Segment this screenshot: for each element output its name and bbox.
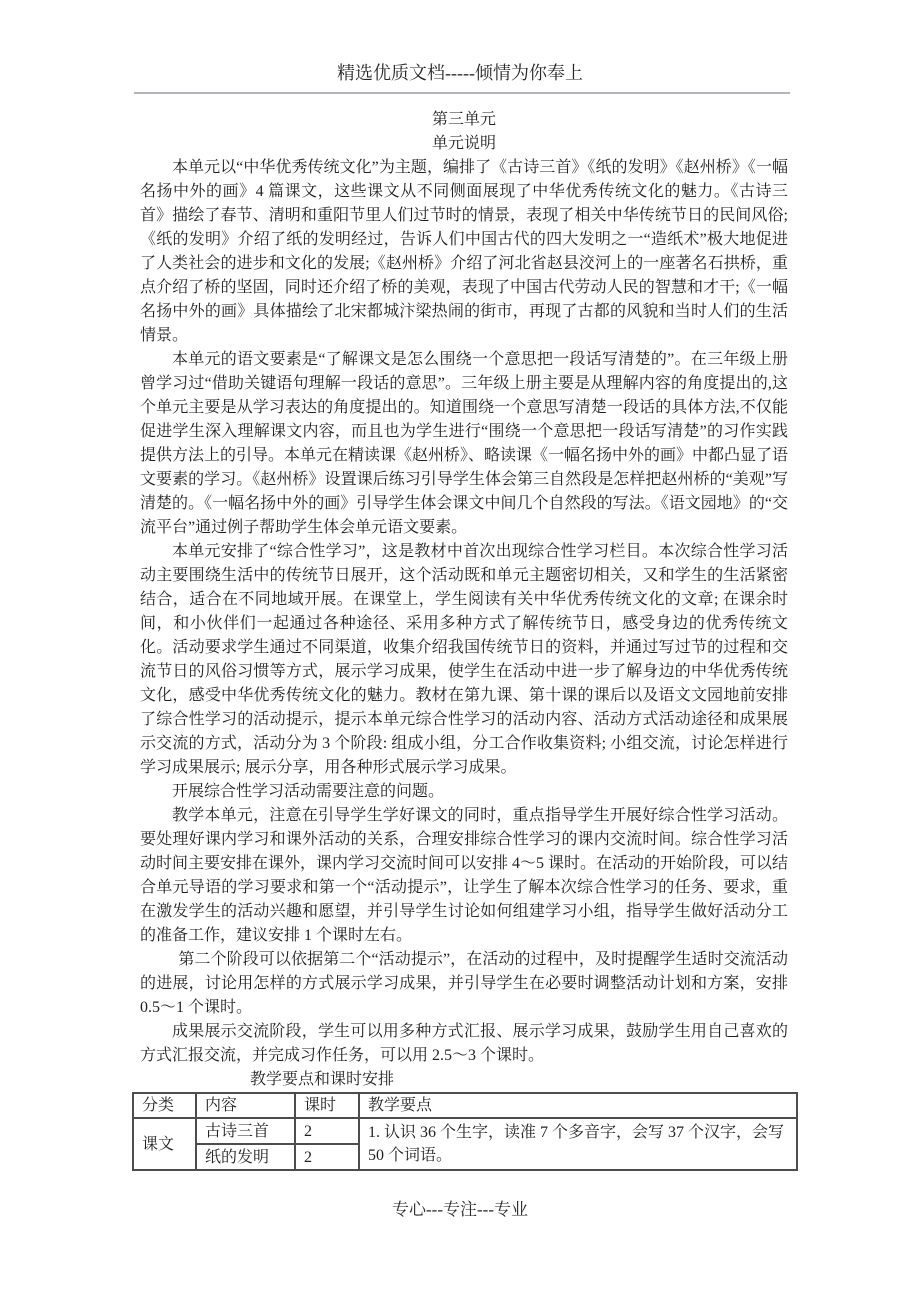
paragraph-1: 本单元以“中华优秀传统文化”为主题，编排了《古诗三首》《纸的发明》《赵州桥》《一幅名扬中外的画》4 篇课文，这些课文从不同侧面展现了中华优秀传统文化的魅力。《古诗三首》描绘了春节、清明和重阳节里人们过节时的情景，表现了相关中华传统节日的民间风俗;《纸的发明》介绍了纸的发明经过，告诉人们中国古代的四大发明之一“造纸术”极大地促进了人类社会的进步和文化的发展;《赵州桥》介绍了河北省赵县洨河上的一座著名石拱桥，重点介绍了桥的坚固，同时还介绍了桥的美观，表现了中国古代劳动人民的智慧和才干;《一幅名扬中外的画》具体描绘了北宋都城汴梁热闹的街市，再现了古都的风貌和当时人们的生活情景。 xyxy=(140,159,788,344)
cell-teaching-points: 1. 认识 36 个生字，读准 7 个多音字，会写 37 个汉字，会写 50 个词语。 xyxy=(359,1118,797,1170)
paragraph-7: 成果展示交流阶段，学生可以用多种方式汇报、展示学习成果，鼓励学生用自己喜欢的方式汇报交流，并完成习作任务，可以用 2.5～3 个课时。 xyxy=(140,1023,788,1064)
col-header-hours: 课时 xyxy=(295,1093,359,1118)
header-rule-divider xyxy=(134,92,790,94)
table-header-row xyxy=(133,1093,797,1118)
table-row xyxy=(133,1118,797,1144)
col-header-category: 分类 xyxy=(133,1093,196,1118)
page-header xyxy=(0,60,920,86)
page-footer xyxy=(0,1198,920,1222)
table-caption: 教学要点和课时安排 xyxy=(250,1071,395,1088)
cell-hours-2: 2 xyxy=(295,1144,359,1170)
paragraph-4: 开展综合性学习活动需要注意的问题。 xyxy=(172,783,445,800)
document-body xyxy=(140,108,788,1171)
header-text: 精选优质文档-----倾情为你奉上 xyxy=(337,63,583,83)
cell-content-2: 纸的发明 xyxy=(196,1144,295,1170)
page-title: 第三单元 xyxy=(431,111,496,128)
paragraph-2: 本单元的语文要素是“了解课文是怎么围绕一个意思把一段话写清楚的”。在三年级上册曾学习过“借助关键语句理解一段话的意思”。三年级上册主要是从理解内容的角度提出的,这个单元主要是从学习表达的角度提出的。知道围绕一个意思写清楚一段话的具体方法,不仅能促进学生深入理解课文内容，而且也为学生进行“围绕一个意思把一段话写清楚”的习作实践提供方法上的引导。本单元在精读课《赵州桥》、略读课《一幅名扬中外的画》中都凸显了语文要素的学习。《赵州桥》设置课后练习引导学生体会第三自然段是怎样把赵州桥的“美观”写清楚的。《一幅名扬中外的画》引导学生体会课文中间几个自然段的写法。《语文园地》的“交流平台”通过例子帮助学生体会单元语文要素。 xyxy=(140,351,789,536)
page-subtitle: 单元说明 xyxy=(431,135,496,152)
cell-category: 课文 xyxy=(133,1118,196,1170)
teaching-schedule-table xyxy=(132,1092,798,1171)
paragraph-6: 第二个阶段可以依据第二个“活动提示”，在活动的过程中，及时提醒学生适时交流活动的进展，讨论用怎样的方式展示学习成果，并引导学生在必要时调整活动计划和方案，安排 0.5～1 个课时。 xyxy=(140,951,788,1016)
cell-content-1: 古诗三首 xyxy=(196,1118,295,1144)
paragraph-5: 教学本单元，注意在引导学生学好课文的同时，重点指导学生开展好综合性学习活动。要处理好课内学习和课外活动的关系，合理安排综合性学习的课内交流时间。综合性学习活动时间主要安排在课外，课内学习交流时间可以安排 4～5 课时。在活动的开始阶段，可以结合单元导语的学习要求和第一个“活动提示”，让学生了解本次综合性学习的任务、要求，重在激发学生的活动兴趣和愿望，并引导学生讨论如何组建学习小组，指导学生做好活动分工的准备工作，建议安排 1 个课时左右。 xyxy=(140,807,789,944)
col-header-content: 内容 xyxy=(196,1093,295,1118)
cell-hours-1: 2 xyxy=(295,1118,359,1144)
col-header-points: 教学要点 xyxy=(359,1093,797,1118)
footer-text: 专心---专注---专业 xyxy=(392,1200,528,1219)
paragraph-3: 本单元安排了“综合性学习”，这是教材中首次出现综合性学习栏目。本次综合性学习活动主要围绕生活中的传统节日展开，这个活动既和单元主题密切相关，又和学生的生活紧密结合，适合在不同地域开展。在课堂上，学生阅读有关中华优秀传统文化的文章; 在课余时间，和小伙伴们一起通过各种途径、采用多种方式了解传统节日，感受身边的优秀传统文化。活动要求学生通过不同渠道，收集介绍我国传统节日的资料，并通过写过节的过程和交流节日的风俗习惯等方式，展示学习成果，使学生在活动中进一步了解身边的中华优秀传统文化，感受中华优秀传统文化的魅力。教材在第九课、第十课的课后以及语文文园地前安排了综合性学习的活动提示，提示本单元综合性学习的活动内容、活动方式活动途径和成果展示交流的方式，活动分为 3 个阶段: 组成小组，分工合作收集资料; 小组交流，讨论怎样进行学习成果展示; 展示分享，用各种形式展示学习成果。 xyxy=(140,543,788,776)
